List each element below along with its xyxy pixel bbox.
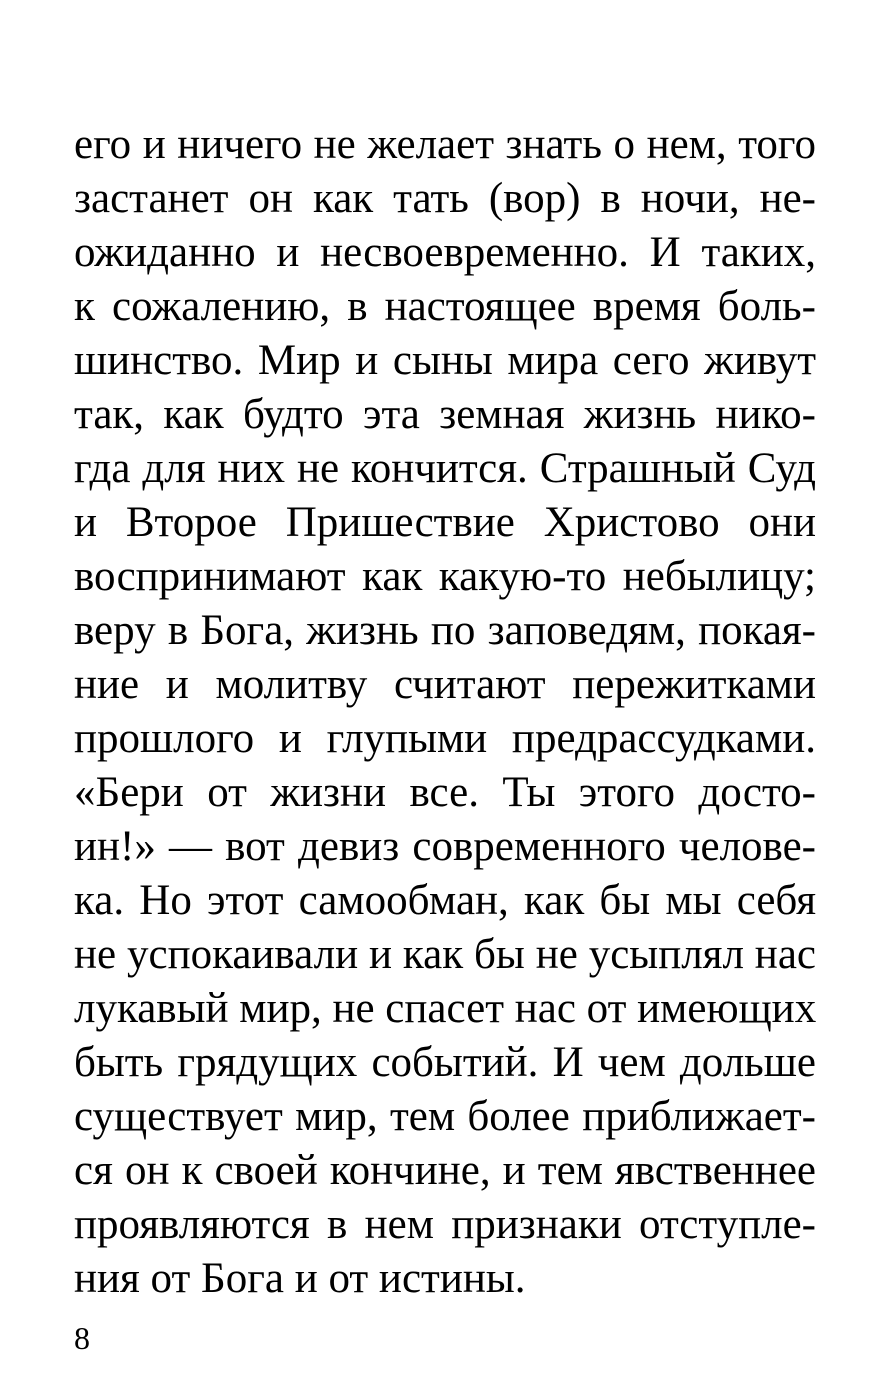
text-line: гда для них не кончится. Страшный Суд [74, 445, 816, 492]
text-line: «Бери от жизни все. Ты этого досто- [74, 769, 816, 816]
text-line: ся он к своей кончине, и тем явственнее [74, 1147, 816, 1194]
text-line: прошлого и глупыми предрассудками. [74, 715, 816, 762]
text-line: шинство. Мир и сыны мира сего живут [74, 337, 816, 384]
body-text [74, 118, 816, 1306]
text-line: воспринимают как какую-то небылицу; [74, 553, 816, 600]
page-number: 8 [74, 1320, 90, 1356]
text-line: ние и молитву считают пережитками [74, 661, 816, 708]
text-line: застанет он как тать (вор) в ночи, не- [74, 175, 816, 222]
text-line: и Второе Пришествие Христово они [74, 499, 816, 546]
text-line: веру в Бога, жизнь по заповедям, покая- [74, 607, 816, 654]
text-line: ка. Но этот самообман, как бы мы себя [74, 877, 816, 924]
text-line: быть грядущих событий. И чем дольше [74, 1039, 816, 1086]
text-line: проявляются в нем признаки отступле- [74, 1201, 816, 1248]
text-line: ин!» — вот девиз современного челове- [74, 823, 816, 870]
text-line: так, как будто эта земная жизнь нико- [74, 391, 816, 438]
text-line: к сожалению, в настоящее время боль- [74, 283, 816, 330]
text-line-last: ния от Бога и от истины. [74, 1255, 526, 1302]
text-line: не успокаивали и как бы не усыплял нас [74, 931, 816, 978]
text-line: его и ничего не желает знать о нем, того [74, 121, 816, 168]
text-line: существует мир, тем более приближает- [74, 1093, 816, 1140]
text-line: лукавый мир, не спасет нас от имеющих [74, 985, 817, 1032]
text-line: ожиданно и несвоевременно. И таких, [74, 229, 816, 276]
